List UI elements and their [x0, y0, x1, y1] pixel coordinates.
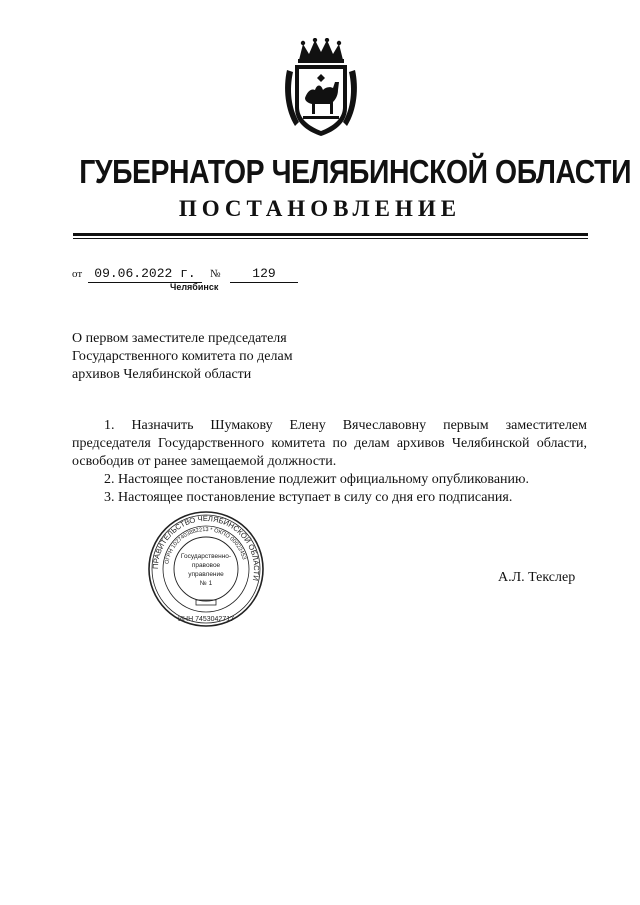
subject-line: Государственного комитета по делам	[72, 349, 293, 364]
seal-center-line: № 1	[199, 580, 213, 587]
document-subject	[72, 330, 372, 384]
seal-center-line: правовое	[191, 562, 221, 569]
seal-center-line: Государственно-	[180, 553, 232, 560]
paragraph-3: 3. Настоящее постановление вступает в силу со дня его подписания.	[104, 490, 513, 505]
document-number: 129	[230, 266, 298, 283]
header-rule-thick	[73, 233, 588, 236]
seal-ring-text: ПРАВИТЕЛЬСТВО ЧЕЛЯБИНСКОЙ ОБЛАСТИ	[150, 513, 262, 582]
signer-name: А.Л. Текслер	[498, 570, 576, 585]
seal-inn-text: ИНН 7453042717	[177, 616, 235, 623]
date-prefix: от	[72, 268, 83, 280]
official-seal-icon	[147, 510, 265, 628]
date-number-line	[72, 262, 332, 284]
coat-of-arms-icon	[281, 38, 361, 138]
header-rule-thin	[73, 238, 588, 239]
subject-line: О первом заместителе председателя	[72, 331, 287, 346]
paragraph-1: 1. Назначить Шумакову Елену Вячеславовну первым заместителем председателя Государственного комитета по делам архивов Челябинской области, освободив от ранее замещаемой должности.	[72, 418, 587, 469]
document-date: 09.06.2022 г.	[88, 266, 202, 283]
issuer-title: ГУБЕРНАТОР ЧЕЛЯБИНСКОЙ ОБЛАСТИ	[79, 153, 632, 190]
paragraph-2: 2. Настоящее постановление подлежит официальному опубликованию.	[104, 472, 529, 487]
document-type: ПОСТАНОВЛЕНИЕ	[178, 196, 462, 221]
subject-line: архивов Челябинской области	[72, 367, 252, 382]
city-label: Челябинск	[170, 282, 219, 292]
seal-center-line: управление	[188, 571, 224, 578]
number-prefix: №	[210, 268, 221, 280]
seal-ring-inner-text: ОГРН 1027403882213 * ОКПО 00022453	[164, 526, 247, 565]
document-body	[72, 417, 587, 507]
